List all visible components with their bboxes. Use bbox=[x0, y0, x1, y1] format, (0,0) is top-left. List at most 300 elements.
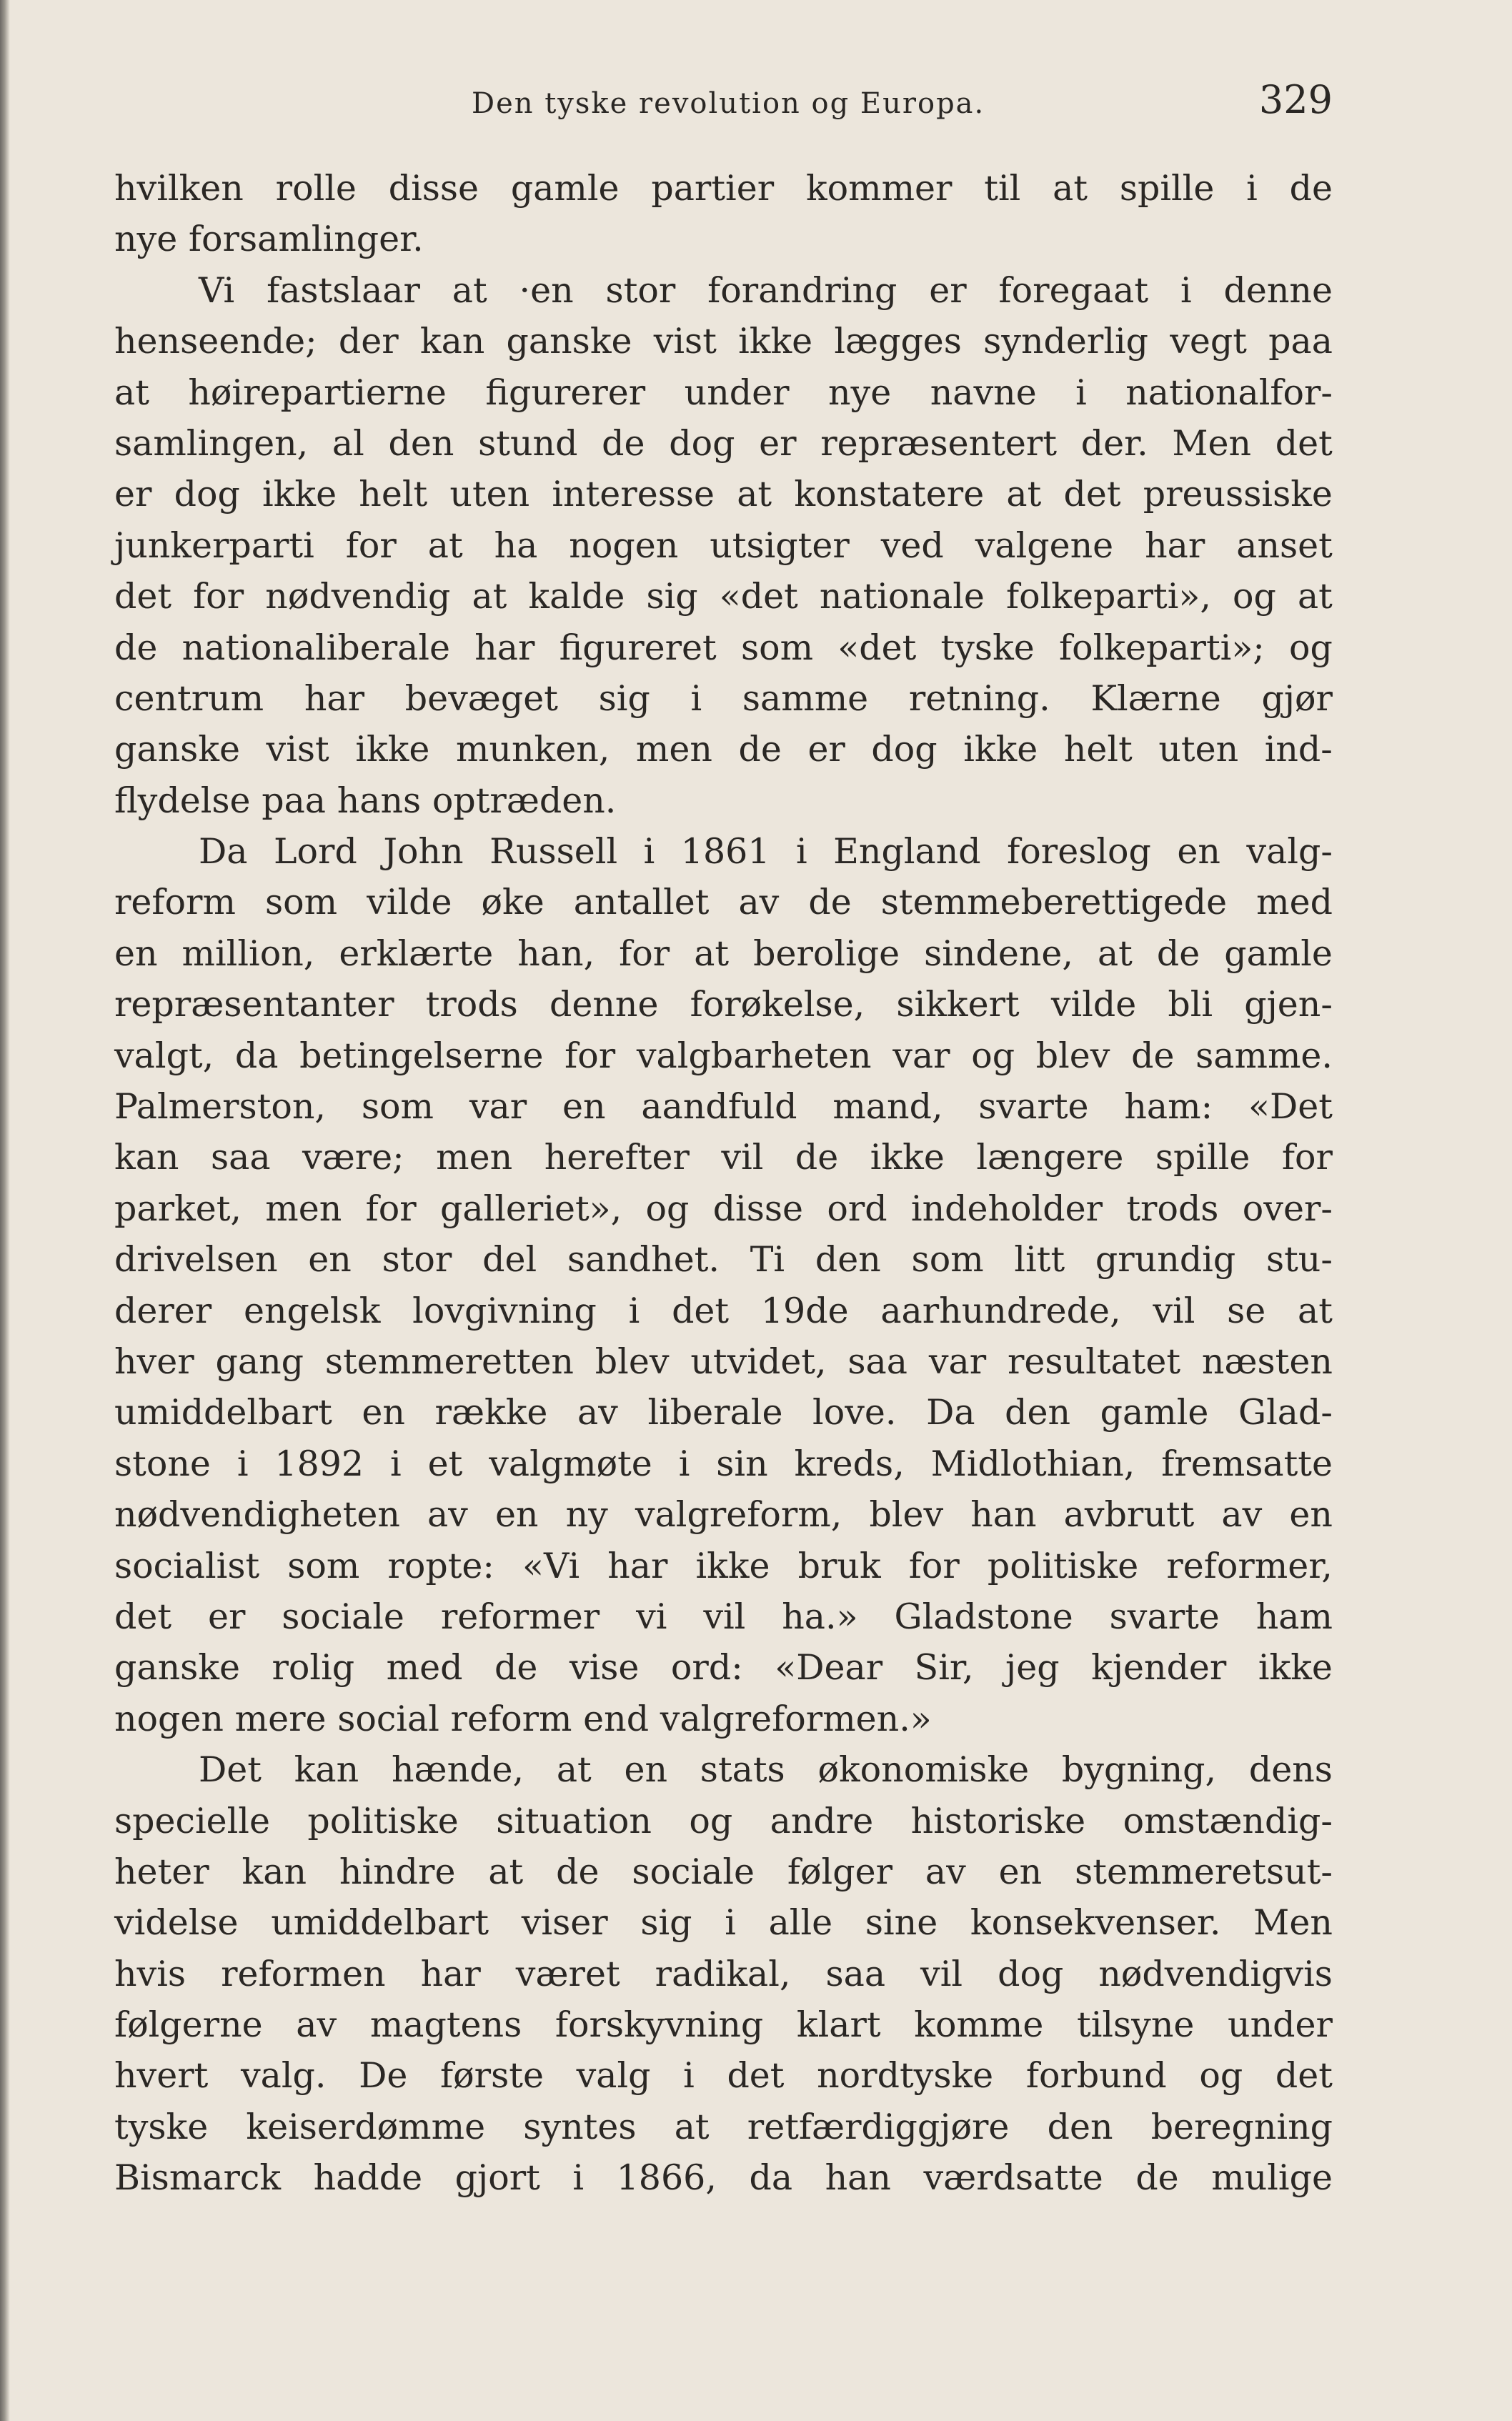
word: Midlothian, bbox=[930, 1443, 1135, 1484]
text-line bbox=[114, 1132, 1333, 1183]
word: ikke bbox=[695, 1545, 770, 1586]
word: gamle bbox=[510, 168, 620, 209]
word: stemmeberettigede bbox=[880, 882, 1228, 923]
word: stor bbox=[382, 1239, 452, 1281]
text-line bbox=[114, 1949, 1333, 1999]
word: avbrutt bbox=[1063, 1494, 1195, 1536]
word: alle bbox=[768, 1902, 833, 1944]
word: valgt, bbox=[114, 1035, 214, 1076]
word: længere bbox=[976, 1137, 1124, 1178]
word: forbund bbox=[1025, 2055, 1167, 2097]
word: munken, bbox=[455, 729, 610, 770]
word: uten bbox=[1158, 729, 1239, 770]
word: den bbox=[1047, 2106, 1113, 2147]
text-line bbox=[114, 2102, 1333, 2152]
word: blev bbox=[595, 1341, 670, 1382]
word: stats bbox=[700, 1749, 785, 1791]
word: kan bbox=[419, 321, 485, 362]
word: helt bbox=[1063, 729, 1133, 770]
word: ikke bbox=[870, 1137, 945, 1178]
word: million, bbox=[181, 933, 315, 974]
word: ikke bbox=[963, 729, 1038, 770]
word: og bbox=[1233, 576, 1276, 617]
word: de bbox=[494, 1647, 538, 1689]
word: vil bbox=[721, 1137, 764, 1178]
word: ha.» bbox=[782, 1596, 858, 1637]
word: ind- bbox=[1264, 729, 1333, 770]
word: en bbox=[362, 1392, 405, 1433]
word: politiske bbox=[307, 1800, 459, 1841]
text-line bbox=[114, 214, 1333, 264]
word: trods bbox=[1126, 1188, 1219, 1229]
word: betingelserne bbox=[299, 1035, 544, 1076]
text-line bbox=[114, 1489, 1333, 1540]
word: i bbox=[690, 677, 702, 719]
word: ikke bbox=[355, 729, 430, 770]
word: rolle bbox=[275, 168, 357, 209]
word: stund bbox=[478, 422, 578, 464]
word: umiddelbart bbox=[114, 1392, 332, 1433]
word: situation bbox=[496, 1800, 652, 1841]
word: er bbox=[207, 1596, 246, 1637]
word: av bbox=[1221, 1494, 1263, 1536]
word: nødvendigvis bbox=[1098, 1953, 1333, 1994]
word: erklærte bbox=[339, 933, 494, 974]
word: høirepartierne bbox=[188, 372, 447, 413]
word: spille bbox=[1119, 168, 1215, 209]
word: sindene, bbox=[924, 933, 1073, 974]
word: og bbox=[689, 1800, 733, 1841]
word: at bbox=[488, 1851, 524, 1892]
word: magtens bbox=[369, 2004, 522, 2046]
word: der. bbox=[1080, 422, 1148, 464]
word: nationale bbox=[819, 576, 985, 617]
text-line bbox=[114, 1744, 1333, 1795]
word: stu- bbox=[1265, 1239, 1333, 1281]
word: retning. bbox=[908, 677, 1050, 719]
word: sig bbox=[598, 677, 650, 719]
word: gjort bbox=[454, 2157, 540, 2199]
word: del bbox=[482, 1239, 537, 1281]
text-line bbox=[114, 1183, 1333, 1234]
word: som bbox=[287, 1545, 360, 1586]
word: mulige bbox=[1211, 2157, 1333, 2199]
word: en bbox=[1177, 831, 1220, 873]
text-line bbox=[114, 724, 1333, 775]
word: at bbox=[737, 474, 772, 515]
word: 19de bbox=[760, 1290, 849, 1331]
word: vegt bbox=[1170, 321, 1247, 362]
word: samlingen, bbox=[114, 422, 309, 464]
word: som bbox=[361, 1086, 434, 1128]
word: ord: bbox=[670, 1647, 743, 1689]
word: valgmøte bbox=[489, 1443, 652, 1484]
word: ny bbox=[565, 1494, 608, 1536]
word: denne bbox=[1223, 269, 1333, 311]
word: vil bbox=[1153, 1290, 1195, 1331]
word: det bbox=[114, 576, 172, 617]
word: «det bbox=[719, 576, 798, 617]
word: de bbox=[556, 1851, 600, 1892]
word: i bbox=[1075, 372, 1087, 413]
word: hvis bbox=[114, 1953, 186, 1994]
word: konsekvenser. bbox=[970, 1902, 1221, 1944]
word: derer bbox=[114, 1290, 212, 1331]
word: i bbox=[1246, 168, 1258, 209]
page-number: 329 bbox=[1258, 77, 1333, 122]
word: et bbox=[427, 1443, 463, 1484]
word: lægges bbox=[834, 321, 962, 362]
word: samme. bbox=[1195, 1035, 1333, 1076]
text-line bbox=[114, 469, 1333, 520]
word: for bbox=[193, 576, 244, 617]
word: social bbox=[337, 1698, 439, 1739]
word: sin bbox=[716, 1443, 768, 1484]
text-line bbox=[114, 1438, 1333, 1489]
word: de bbox=[114, 627, 158, 668]
word: over- bbox=[1242, 1188, 1333, 1229]
word: reformer, bbox=[1166, 1545, 1333, 1586]
word: valg. bbox=[240, 2055, 327, 2097]
word: rolig bbox=[272, 1647, 355, 1689]
text-line bbox=[114, 163, 1333, 214]
word: Sir, bbox=[914, 1647, 974, 1689]
word: vist bbox=[266, 729, 329, 770]
word: dog bbox=[174, 474, 240, 515]
word: vilde bbox=[1050, 984, 1137, 1025]
word: i bbox=[237, 1443, 249, 1484]
word: det bbox=[727, 2055, 785, 2097]
word: blev bbox=[1035, 1035, 1110, 1076]
word: ha bbox=[494, 525, 538, 566]
word: var bbox=[469, 1086, 527, 1128]
word: disse bbox=[712, 1188, 804, 1229]
word: De bbox=[359, 2055, 408, 2097]
word: preussiske bbox=[1143, 474, 1333, 515]
word: Russell bbox=[489, 831, 618, 873]
word: bli bbox=[1168, 984, 1213, 1025]
word: at bbox=[114, 372, 149, 413]
text-line bbox=[114, 1796, 1333, 1846]
word: det bbox=[1063, 474, 1121, 515]
word: «Det bbox=[1248, 1086, 1333, 1128]
word: andre bbox=[770, 1800, 874, 1841]
word: at bbox=[1053, 168, 1088, 209]
word: «Dear bbox=[775, 1647, 883, 1689]
word: svarte bbox=[1109, 1596, 1220, 1637]
word: for bbox=[365, 1188, 417, 1229]
word: anset bbox=[1236, 525, 1333, 566]
word: ikke bbox=[262, 474, 337, 515]
word: radikal, bbox=[655, 1953, 791, 1994]
word: i bbox=[390, 1443, 402, 1484]
word: valgreform, bbox=[635, 1494, 842, 1536]
word: av bbox=[577, 1392, 618, 1433]
word: nye bbox=[828, 372, 892, 413]
word: sandhet. bbox=[567, 1239, 720, 1281]
word: figurerer bbox=[485, 372, 646, 413]
word: foreslog bbox=[1007, 831, 1151, 873]
word: stone bbox=[114, 1443, 211, 1484]
word: en bbox=[998, 1851, 1043, 1892]
word: saa bbox=[210, 1137, 271, 1178]
word: er bbox=[759, 422, 797, 464]
word: dog bbox=[871, 729, 937, 770]
word: utvidet, bbox=[690, 1341, 827, 1382]
word: fremsatte bbox=[1161, 1443, 1333, 1484]
word: det bbox=[1275, 422, 1333, 464]
word: stemmeretsut- bbox=[1075, 1851, 1333, 1892]
word: sig bbox=[646, 576, 698, 617]
word: tilsyne bbox=[1077, 2004, 1195, 2046]
text-line bbox=[114, 1541, 1333, 1591]
word: en bbox=[114, 933, 158, 974]
word: da bbox=[749, 2157, 793, 2199]
word: forsamlinger. bbox=[188, 219, 424, 260]
word: Ti bbox=[750, 1239, 785, 1281]
word: tyske bbox=[114, 2106, 209, 2147]
word: nødvendig bbox=[265, 576, 451, 617]
word: i bbox=[678, 1443, 690, 1484]
word: Gladstone bbox=[894, 1596, 1073, 1637]
word: for bbox=[345, 525, 397, 566]
word: er bbox=[929, 269, 967, 311]
word: gamle bbox=[1100, 1392, 1209, 1433]
word: kalde bbox=[528, 576, 625, 617]
word: av bbox=[427, 1494, 468, 1536]
word: John bbox=[383, 831, 464, 873]
word: den bbox=[815, 1239, 881, 1281]
word: drivelsen bbox=[114, 1239, 278, 1281]
word: Palmerston, bbox=[114, 1086, 327, 1128]
word: hadde bbox=[313, 2157, 423, 2199]
word: han, bbox=[517, 933, 595, 974]
text-line bbox=[114, 979, 1333, 1030]
word: bygning, bbox=[1061, 1749, 1217, 1791]
word: hvert bbox=[114, 2055, 209, 2097]
word: en bbox=[562, 1086, 606, 1128]
word: valg- bbox=[1246, 831, 1333, 873]
word: junkerparti bbox=[114, 525, 314, 566]
word: men bbox=[265, 1188, 342, 1229]
word: kan bbox=[114, 1137, 179, 1178]
word: ikke bbox=[738, 321, 813, 362]
word: følgerne bbox=[114, 2004, 263, 2046]
word: nogen bbox=[114, 1698, 224, 1739]
word: vise bbox=[569, 1647, 640, 1689]
word: 1866, bbox=[616, 2157, 717, 2199]
word: og bbox=[971, 1035, 1015, 1076]
word: ganske bbox=[114, 729, 240, 770]
word: aandfuld bbox=[641, 1086, 797, 1128]
word: saa bbox=[847, 1341, 907, 1382]
word: gamle bbox=[1224, 933, 1333, 974]
text-line bbox=[114, 367, 1333, 418]
word: folkeparti»; bbox=[1058, 627, 1265, 668]
word: vilde bbox=[367, 882, 452, 923]
word: følger bbox=[787, 1851, 893, 1892]
word: ham: bbox=[1124, 1086, 1213, 1128]
word: vil bbox=[920, 1953, 963, 1994]
word: politiske bbox=[987, 1545, 1139, 1586]
word: valg bbox=[576, 2055, 651, 2097]
word: reform bbox=[450, 1698, 572, 1739]
text-line bbox=[114, 1591, 1333, 1642]
word: herefter bbox=[544, 1137, 690, 1178]
word: en bbox=[308, 1239, 352, 1281]
word: for bbox=[619, 933, 670, 974]
word: forskyvning bbox=[554, 2004, 764, 2046]
word: de bbox=[1135, 2157, 1179, 2199]
word: blev bbox=[869, 1494, 944, 1536]
word: under bbox=[684, 372, 790, 413]
word: var bbox=[928, 1341, 987, 1382]
word: Men bbox=[1172, 422, 1252, 464]
word: ganske bbox=[114, 1647, 240, 1689]
word: valgene bbox=[975, 525, 1114, 566]
word: at bbox=[1006, 474, 1042, 515]
word: men bbox=[436, 1137, 513, 1178]
word: interesse bbox=[552, 474, 715, 515]
word: Da bbox=[199, 831, 248, 873]
word: viser bbox=[521, 1902, 608, 1944]
word: den bbox=[1005, 1392, 1071, 1433]
word: første bbox=[440, 2055, 544, 2097]
word: der bbox=[338, 321, 399, 362]
word: al bbox=[332, 422, 364, 464]
word: centrum bbox=[114, 677, 264, 719]
word: av bbox=[296, 2004, 337, 2046]
text-line bbox=[114, 1999, 1333, 2050]
word: ord bbox=[827, 1188, 887, 1229]
word: mere bbox=[234, 1698, 327, 1739]
word: foregaat bbox=[998, 269, 1149, 311]
word: bevæget bbox=[404, 677, 558, 719]
word: med bbox=[386, 1647, 463, 1689]
word: række bbox=[434, 1392, 548, 1433]
word: repræsentanter bbox=[114, 984, 394, 1025]
word: valgbarheten bbox=[636, 1035, 872, 1076]
word: ikke bbox=[1258, 1647, 1333, 1689]
word: sikkert bbox=[896, 984, 1020, 1025]
word: synderlig bbox=[983, 321, 1149, 362]
word: at bbox=[674, 2106, 710, 2147]
word: reformer bbox=[440, 1596, 600, 1637]
word: gjør bbox=[1261, 677, 1333, 719]
word: kan bbox=[294, 1749, 359, 1791]
word: er bbox=[114, 474, 152, 515]
word: samme bbox=[742, 677, 869, 719]
word: flydelse bbox=[114, 780, 251, 821]
text-line bbox=[114, 2050, 1333, 2101]
word: repræsentert bbox=[820, 422, 1058, 464]
word: 1892 bbox=[274, 1443, 364, 1484]
word: England bbox=[833, 831, 981, 873]
word: Det bbox=[199, 1749, 262, 1791]
text-line bbox=[114, 1897, 1333, 1948]
word: en bbox=[624, 1749, 668, 1791]
text-line bbox=[114, 928, 1333, 979]
word: at bbox=[1297, 576, 1333, 617]
word: gang bbox=[215, 1341, 304, 1382]
word: galleriet», bbox=[439, 1188, 622, 1229]
word: klart bbox=[796, 2004, 881, 2046]
text-line bbox=[114, 1694, 1333, 1744]
text-line bbox=[114, 418, 1333, 469]
word: dog bbox=[998, 1953, 1064, 1994]
word: denne bbox=[549, 984, 659, 1025]
word: dog bbox=[669, 422, 735, 464]
word: at bbox=[452, 269, 487, 311]
word: henseende; bbox=[114, 321, 317, 362]
word: indeholder bbox=[910, 1188, 1103, 1229]
text-line bbox=[114, 520, 1333, 571]
word: og bbox=[1199, 2055, 1243, 2097]
word: Glad- bbox=[1238, 1392, 1333, 1433]
word: at bbox=[1097, 933, 1133, 974]
word: en bbox=[1289, 1494, 1333, 1536]
word: av bbox=[738, 882, 780, 923]
word: sig bbox=[640, 1902, 692, 1944]
word: øke bbox=[481, 882, 544, 923]
word: lovgivning bbox=[412, 1290, 597, 1331]
word: Bismarck bbox=[114, 2157, 282, 2199]
word: han bbox=[825, 2157, 891, 2199]
word: resultatet bbox=[1007, 1341, 1181, 1382]
word: paa bbox=[1268, 321, 1333, 362]
word: i bbox=[643, 831, 655, 873]
word: de bbox=[808, 882, 852, 923]
word: omstændig- bbox=[1123, 1800, 1333, 1841]
word: historiske bbox=[910, 1800, 1086, 1841]
word: næsten bbox=[1201, 1341, 1333, 1382]
word: da bbox=[234, 1035, 279, 1076]
word: liberale bbox=[647, 1392, 783, 1433]
word: antallet bbox=[573, 882, 710, 923]
word: ham bbox=[1255, 1596, 1333, 1637]
word: som bbox=[740, 627, 814, 668]
word: av bbox=[925, 1851, 966, 1892]
word: figureret bbox=[559, 627, 717, 668]
word: hver bbox=[114, 1341, 194, 1382]
word: være; bbox=[302, 1137, 404, 1178]
word: at bbox=[556, 1749, 592, 1791]
word: sociale bbox=[632, 1851, 755, 1892]
text-line bbox=[114, 1387, 1333, 1438]
word: i bbox=[795, 831, 807, 873]
word: det bbox=[114, 1596, 172, 1637]
word: som bbox=[264, 882, 338, 923]
word: trods bbox=[425, 984, 518, 1025]
word: de bbox=[602, 422, 645, 464]
text-line bbox=[114, 316, 1333, 367]
word: se bbox=[1227, 1290, 1266, 1331]
word: Vi bbox=[199, 269, 235, 311]
word: har bbox=[304, 677, 365, 719]
word: er bbox=[807, 729, 845, 770]
word: nationalfor- bbox=[1125, 372, 1333, 413]
word: var bbox=[892, 1035, 950, 1076]
word: helt bbox=[359, 474, 428, 515]
word: 1861 bbox=[680, 831, 770, 873]
text-line bbox=[114, 1642, 1333, 1693]
word: de bbox=[738, 729, 782, 770]
text-line bbox=[114, 673, 1333, 724]
word: vist bbox=[653, 321, 717, 362]
word: hænde, bbox=[391, 1749, 524, 1791]
word: heter bbox=[114, 1851, 209, 1892]
word: berolige bbox=[753, 933, 900, 974]
